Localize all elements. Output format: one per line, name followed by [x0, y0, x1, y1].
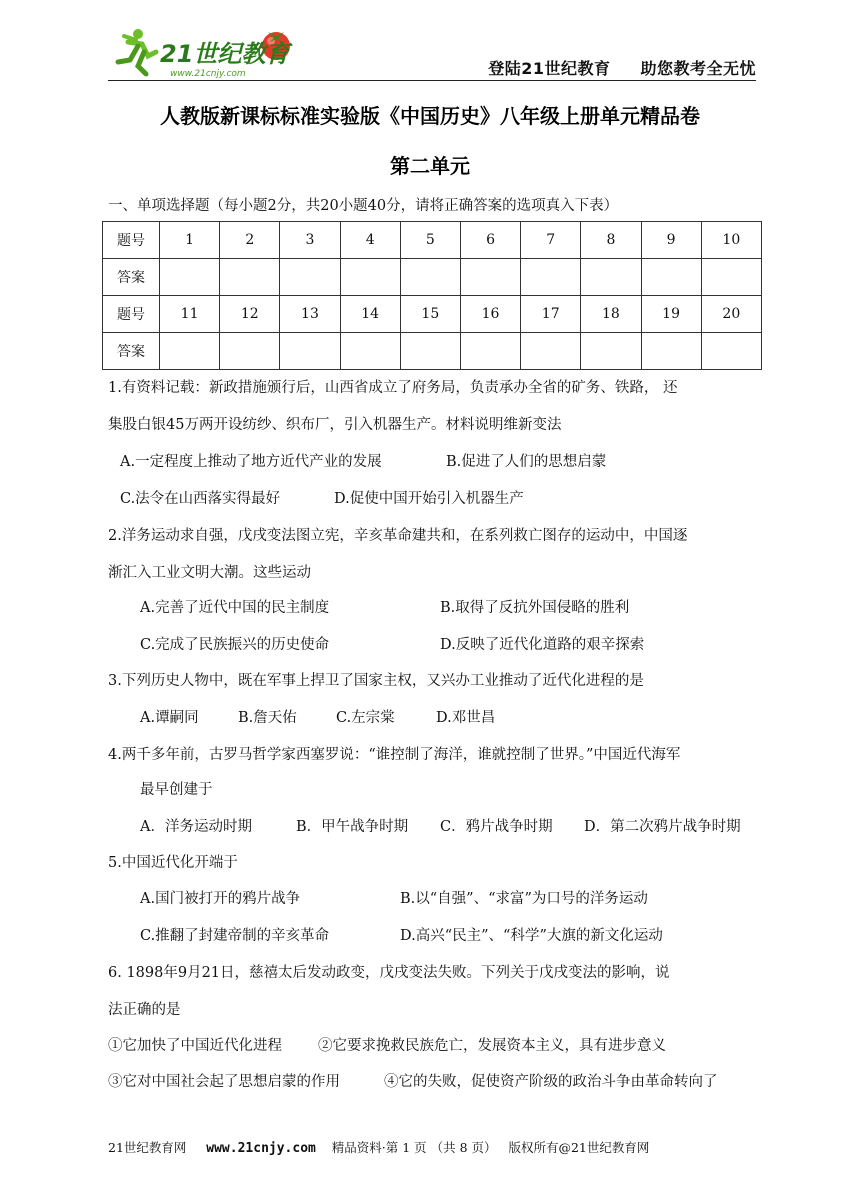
answer-cell [701, 259, 761, 296]
table-cell: 8 [581, 222, 641, 259]
question-1-line-1: 1.有资料记载：新政措施颁行后，山西省成立了府务局，负责承办全省的矿务、铁路， 还 [108, 380, 678, 396]
question-1-option-a: A.一定程度上推动了地方近代产业的发展 [120, 454, 382, 470]
table-cell: 9 [641, 222, 701, 259]
question-5-option-c: C.推翻了封建帝制的辛亥革命 [140, 928, 330, 944]
table-row [103, 333, 762, 370]
answer-cell [581, 333, 641, 370]
answer-cell [641, 259, 701, 296]
answer-cell [160, 259, 220, 296]
question-2-option-c: C.完成了民族振兴的历史使命 [140, 637, 330, 653]
footer-page-info: 精品资料·第 1 页 （共 8 页） [331, 1140, 497, 1155]
table-cell: 题号 [103, 296, 160, 333]
question-3-option-a: A.谭嗣同 [140, 710, 199, 726]
answer-cell [280, 259, 340, 296]
question-1-option-d: D.促使中国开始引入机器生产 [334, 491, 524, 507]
question-3-line-1: 3.下列历史人物中，既在军事上捍卫了国家主权，又兴办工业推动了近代化进程的是 [108, 673, 644, 689]
question-4-line-1: 4.两千多年前，古罗马哲学家西塞罗说：“谁控制了海洋，谁就控制了世界。”中国近代海军 [108, 747, 681, 763]
table-row [103, 259, 762, 296]
answer-cell [521, 259, 581, 296]
table-row [103, 296, 762, 333]
answer-cell [581, 259, 641, 296]
answer-cell [220, 259, 280, 296]
footer-copyright: 版权所有@21世纪教育网 [508, 1140, 650, 1155]
question-5-line-1: 5.中国近代化开端于 [108, 855, 238, 871]
question-2-option-b: B.取得了反抗外国侵略的胜利 [440, 600, 630, 616]
question-4-line-2: 最早创建于 [140, 782, 213, 798]
table-row [103, 222, 762, 259]
question-2-line-1: 2.洋务运动求自强，戊戌变法图立宪，辛亥革命建共和，在系列救亡图存的运动中，中国逐 [108, 528, 688, 544]
question-2-option-d: D.反映了近代化道路的艰辛探索 [440, 637, 645, 653]
logo-text: 21世纪教育 [160, 40, 290, 68]
question-4-option-c: C．鸦片战争时期 [440, 819, 553, 835]
table-cell: 11 [160, 296, 220, 333]
answer-cell [400, 333, 460, 370]
answer-cell [460, 259, 520, 296]
question-1-line-2: 集股白银45万两开设纺纱、织布厂，引入机器生产。材料说明维新变法 [108, 417, 562, 433]
question-2-line-2: 渐汇入工业文明大潮。这些运动 [108, 565, 311, 581]
answer-cell [280, 333, 340, 370]
table-cell: 2 [220, 222, 280, 259]
answer-cell [340, 259, 400, 296]
section-heading: 一、单项选择题（每小题2分，共20小题40分，请将正确答案的选项真入下表） [108, 198, 619, 214]
question-6-statement-1: ①它加快了中国近代化进程 [108, 1038, 282, 1054]
document-subtitle: 第二单元 [390, 154, 470, 178]
table-cell: 15 [400, 296, 460, 333]
table-cell: 4 [340, 222, 400, 259]
logo-url: www.21cnjy.com [170, 69, 246, 79]
question-5-option-a: A.国门被打开的鸦片战争 [140, 891, 301, 907]
question-3-option-c: C.左宗棠 [336, 710, 395, 726]
table-cell: 10 [701, 222, 761, 259]
answer-cell [460, 333, 520, 370]
question-6-statement-4: ④它的失败，促使资产阶级的政治斗争由革命转向了 [384, 1074, 718, 1090]
table-cell: 题号 [103, 222, 160, 259]
question-6-line-2: 法正确的是 [108, 1002, 181, 1018]
footer-left: 21世纪教育网 [108, 1140, 187, 1155]
question-3-option-d: D.邓世昌 [436, 710, 496, 726]
table-cell: 20 [701, 296, 761, 333]
answer-cell [340, 333, 400, 370]
table-cell: 17 [521, 296, 581, 333]
question-6-statement-3: ③它对中国社会起了思想启蒙的作用 [108, 1074, 340, 1090]
answer-cell [641, 333, 701, 370]
footer-site-link[interactable]: www.21cnjy.com [206, 1141, 316, 1156]
table-cell: 16 [460, 296, 520, 333]
question-4-option-b: B．甲午战争时期 [296, 819, 409, 835]
answer-cell [220, 333, 280, 370]
table-cell: 7 [521, 222, 581, 259]
table-cell: 3 [280, 222, 340, 259]
slogan-right: 助您教考全无忧 [640, 59, 756, 78]
question-1-option-c: C.法令在山西落实得最好 [120, 491, 281, 507]
table-cell: 12 [220, 296, 280, 333]
brand-logo [108, 22, 308, 82]
answer-cell [400, 259, 460, 296]
answer-table [102, 221, 762, 370]
table-cell: 18 [581, 296, 641, 333]
table-cell: 1 [160, 222, 220, 259]
table-cell: 19 [641, 296, 701, 333]
question-6-statement-2: ②它要求挽救民族危亡，发展资本主义，具有进步意义 [318, 1038, 666, 1054]
question-1-option-b: B.促进了人们的思想启蒙 [446, 454, 607, 470]
page-footer [108, 1138, 756, 1156]
question-3-option-b: B.詹天佑 [238, 710, 297, 726]
page-header [108, 22, 756, 84]
question-2-option-a: A.完善了近代中国的民主制度 [140, 600, 330, 616]
answer-cell [701, 333, 761, 370]
header-slogan [488, 56, 756, 79]
question-6-line-1: 6. 1898年9月21日，慈禧太后发动政变，戊戌变法失败。下列关于戊戌变法的影响，说 [108, 965, 670, 981]
slogan-left: 登陆21世纪教育 [488, 59, 611, 78]
question-5-option-d: D.高兴“民主”、“科学”大旗的新文化运动 [400, 928, 663, 944]
header-divider [108, 80, 756, 81]
runner-icon [118, 29, 156, 74]
table-cell: 6 [460, 222, 520, 259]
answer-cell [160, 333, 220, 370]
answer-cell [521, 333, 581, 370]
table-cell: 13 [280, 296, 340, 333]
question-5-option-b: B.以“自强”、“求富”为口号的洋务运动 [400, 891, 648, 907]
document-title: 人教版新课标标准实验版《中国历史》八年级上册单元精品卷 [160, 104, 700, 128]
table-cell: 14 [340, 296, 400, 333]
question-4-option-d: D．第二次鸦片战争时期 [584, 819, 741, 835]
table-cell: 答案 [103, 259, 160, 296]
question-4-option-a: A．洋务运动时期 [140, 819, 252, 835]
table-cell: 答案 [103, 333, 160, 370]
table-cell: 5 [400, 222, 460, 259]
